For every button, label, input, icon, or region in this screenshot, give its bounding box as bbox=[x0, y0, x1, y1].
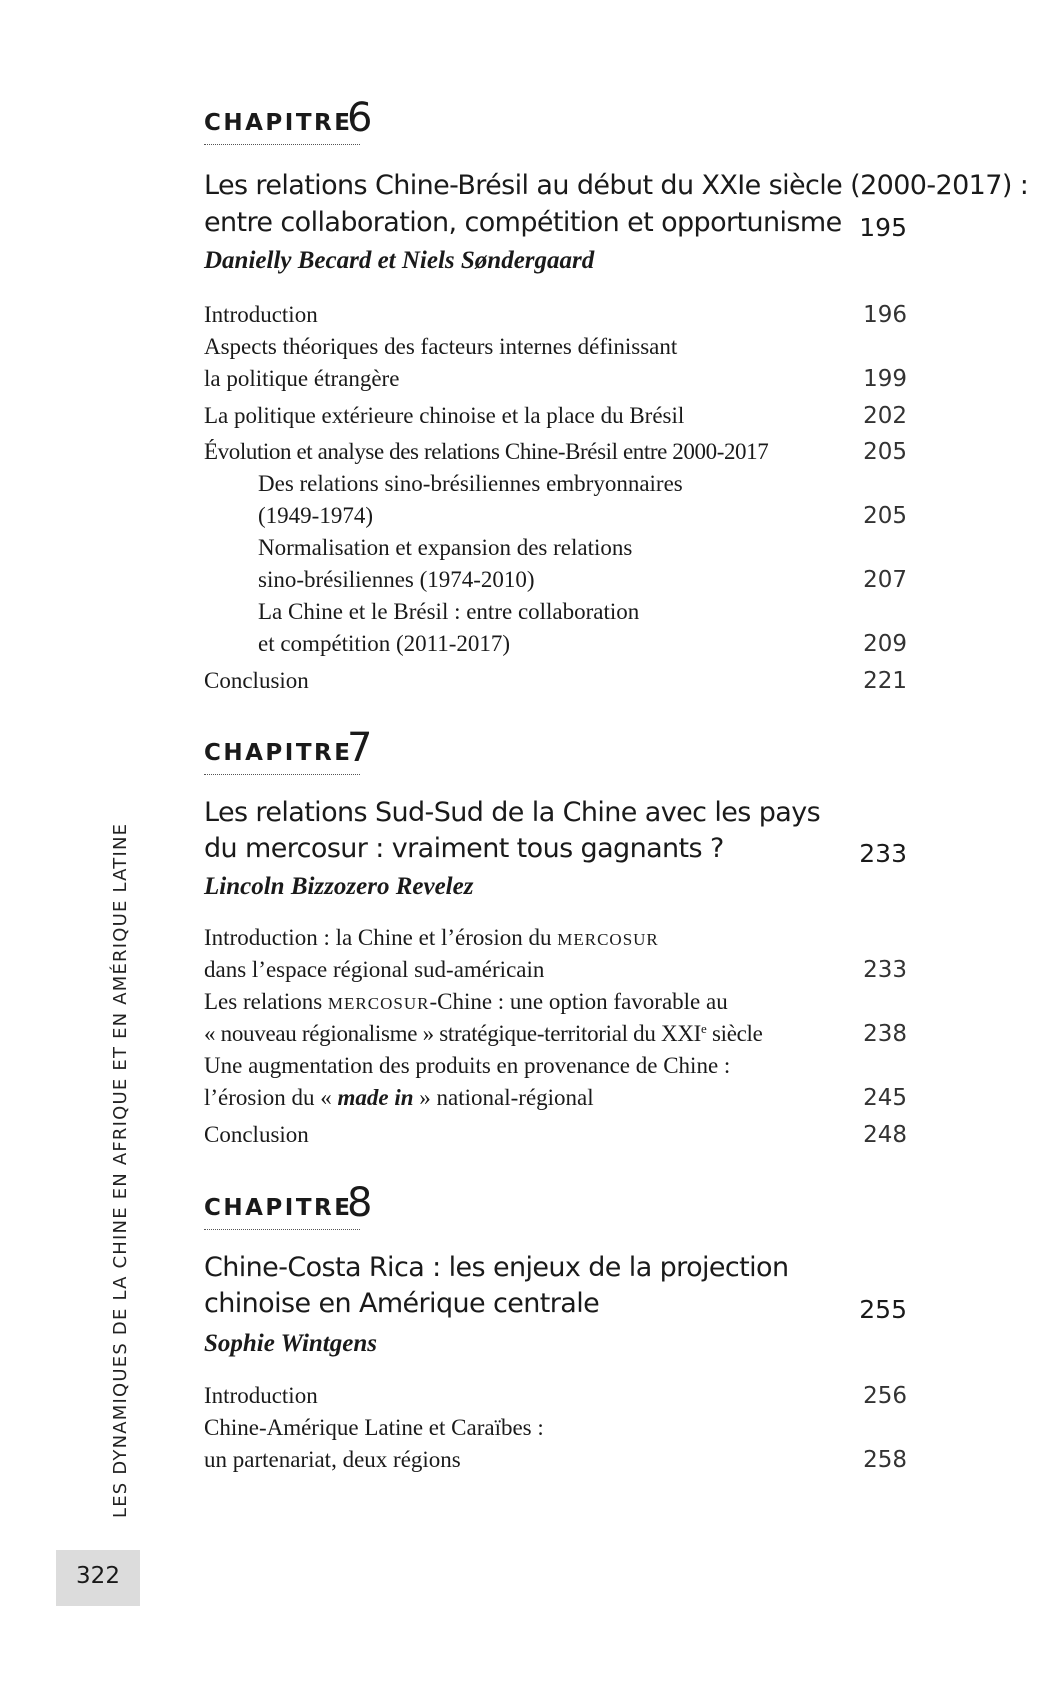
toc-subentry: Des relations sino-brésiliennes embryonnaires bbox=[258, 471, 683, 496]
toc-page: 233 bbox=[863, 957, 907, 983]
chapter-title-line-2: du mercosur : vraiment tous gagnants ? bbox=[204, 833, 724, 864]
chapter-number: 6 bbox=[347, 95, 373, 141]
toc-entry-text: siècle bbox=[706, 1021, 763, 1046]
page-number-box bbox=[56, 1550, 140, 1606]
toc-entry: Conclusion bbox=[204, 1122, 309, 1147]
toc-page: 248 bbox=[863, 1122, 907, 1148]
toc-page: 202 bbox=[863, 403, 907, 429]
chapter-title-line-2: entre collaboration, compétition et opportunisme bbox=[204, 207, 842, 238]
chapter-title-page: 255 bbox=[859, 1295, 907, 1324]
toc-entry: Chine-Amérique Latine et Caraïbes : bbox=[204, 1415, 544, 1440]
toc-entry-text: Introduction : la Chine et l’érosion du bbox=[204, 925, 552, 950]
running-header-vertical: LES DYNAMIQUES DE LA CHINE EN AFRIQUE ET EN AMÉRIQUE LATINE bbox=[110, 822, 131, 1518]
toc-entry bbox=[204, 1021, 763, 1047]
toc-entry: Conclusion bbox=[204, 668, 309, 693]
toc-page: 209 bbox=[863, 631, 907, 657]
toc-entry bbox=[204, 989, 728, 1015]
toc-page: 207 bbox=[863, 567, 907, 593]
chapter-number: 7 bbox=[347, 725, 373, 771]
toc-page: 256 bbox=[863, 1383, 907, 1409]
toc-subentry: (1949-1974) bbox=[258, 503, 373, 528]
chapter-title-line-1: Les relations Sud-Sud de la Chine avec les pays bbox=[204, 797, 821, 828]
page-number: 322 bbox=[76, 1563, 120, 1589]
toc-entry-text: « nouveau régionalisme » stratégique-territorial du XXI bbox=[204, 1021, 702, 1046]
toc-page: 238 bbox=[863, 1021, 907, 1047]
chapter-dotted-rule bbox=[204, 1229, 360, 1230]
toc-entry-text: Les relations bbox=[204, 989, 323, 1014]
chapter-label: CHAPITRE bbox=[204, 1195, 353, 1221]
chapter-author: Lincoln Bizzozero Revelez bbox=[204, 873, 474, 900]
toc-entry: Aspects théoriques des facteurs internes définissant bbox=[204, 334, 678, 359]
chapter-title-page: 195 bbox=[859, 213, 907, 242]
toc-page: 245 bbox=[863, 1085, 907, 1111]
toc-entry-text: » national-régional bbox=[413, 1085, 594, 1110]
toc-page: 196 bbox=[863, 302, 907, 328]
chapter-author: Danielly Becard et Niels Søndergaard bbox=[204, 247, 595, 274]
toc-entry: Évolution et analyse des relations Chine-Brésil entre 2000-2017 bbox=[204, 439, 769, 464]
toc-entry: Une augmentation des produits en provenance de Chine : bbox=[204, 1053, 731, 1078]
chapter-title-line-2: chinoise en Amérique centrale bbox=[204, 1288, 600, 1319]
toc-page: 205 bbox=[863, 503, 907, 529]
chapter-dotted-rule bbox=[204, 774, 360, 775]
toc-entry: la politique étrangère bbox=[204, 366, 400, 391]
toc-entry-text: l’érosion du « bbox=[204, 1085, 338, 1110]
toc-entry-smallcaps: MERCOSUR bbox=[557, 930, 659, 949]
chapter-author: Sophie Wintgens bbox=[204, 1330, 377, 1357]
toc-page: 258 bbox=[863, 1447, 907, 1473]
toc-subentry: Normalisation et expansion des relations bbox=[258, 535, 633, 560]
toc-entry-smallcaps: MERCOSUR bbox=[327, 994, 430, 1013]
toc-entry bbox=[204, 925, 659, 951]
toc-subentry: sino-brésiliennes (1974-2010) bbox=[258, 567, 535, 592]
toc-entry: un partenariat, deux régions bbox=[204, 1447, 461, 1472]
toc-entry: La politique extérieure chinoise et la place du Brésil bbox=[204, 403, 685, 428]
chapter-label: CHAPITRE bbox=[204, 110, 353, 136]
chapter-number: 8 bbox=[347, 1180, 373, 1226]
toc-subentry: et compétition (2011-2017) bbox=[258, 631, 511, 656]
chapter-title-line-1: Chine-Costa Rica : les enjeux de la projection bbox=[204, 1252, 789, 1283]
toc-page: 199 bbox=[863, 366, 907, 392]
toc-entry: Introduction bbox=[204, 1383, 318, 1408]
toc-page: 205 bbox=[863, 439, 907, 465]
toc-entry-italic: made in bbox=[337, 1085, 414, 1110]
toc-subentry: La Chine et le Brésil : entre collaboration bbox=[258, 599, 640, 624]
toc-entry-superscript: e bbox=[701, 1021, 707, 1036]
chapter-title-page: 233 bbox=[859, 839, 907, 868]
toc-entry: Introduction bbox=[204, 302, 318, 327]
chapter-label: CHAPITRE bbox=[204, 740, 353, 766]
toc-page: 221 bbox=[863, 668, 907, 694]
toc-entry: dans l’espace régional sud-américain bbox=[204, 957, 545, 982]
toc-entry-text: -Chine : une option favorable au bbox=[429, 989, 728, 1014]
chapter-title-line-1: Les relations Chine-Brésil au début du XXIe siècle (2000-2017) : bbox=[204, 170, 1029, 201]
toc-entry bbox=[204, 1085, 594, 1111]
chapter-dotted-rule bbox=[204, 144, 360, 145]
